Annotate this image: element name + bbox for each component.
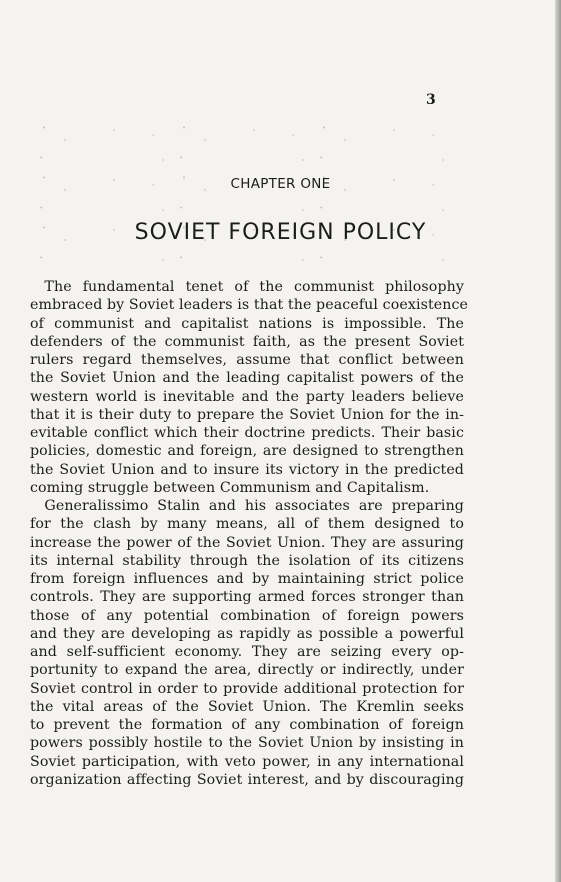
body-text [30, 278, 469, 789]
text-line: from foreign influences and by maintaining strict police [30, 571, 464, 587]
text-line: powers possibly hostile to the Soviet Union by insisting in [30, 735, 464, 752]
text-line: defenders of the communist faith, as the present Soviet [30, 333, 464, 350]
text-line: controls. They are supporting armed forces stronger than [30, 589, 464, 606]
text-line: portunity to expand the area, directly or indirectly, under [30, 662, 464, 679]
text-line: its internal stability through the isolation of its citizens [30, 552, 464, 569]
text-line: and they are developing as rapidly as possible a powerful [30, 625, 464, 642]
text-line: Soviet participation, with veto power, in any international [30, 753, 464, 770]
text-line: Soviet control in order to provide additional protection for [30, 680, 464, 697]
text-line: rulers regard themselves, assume that conflict between [30, 352, 464, 368]
text-line: to prevent the formation of any combination of foreign [30, 717, 464, 733]
text-line: evitable conflict which their doctrine predicts. Their basic [30, 425, 464, 441]
text-line: policies, domestic and foreign, are designed to strengthen [30, 443, 464, 460]
text-line: western world is inevitable and the party leaders believe [30, 388, 464, 405]
text-line: of communist and capitalist nations is impossible. The [30, 315, 464, 332]
text-line: The fundamental tenet of the communist philosophy [30, 279, 464, 295]
chapter-label: CHAPTER ONE [230, 176, 331, 192]
text-line: for the clash by many means, all of them designed to [30, 516, 464, 533]
text-line: increase the power of the Soviet Union. They are assuring [30, 534, 464, 551]
text-line: the vital areas of the Soviet Union. The Kremlin seeks [30, 698, 464, 715]
text-line: the Soviet Union and to insure its victory in the predicted [30, 461, 464, 478]
text-line: that it is their duty to prepare the Soviet Union for the in- [30, 406, 464, 423]
text-line: the Soviet Union and the leading capitalist powers of the [30, 370, 464, 387]
text-line: organization affecting Soviet interest, and by discouraging [30, 771, 464, 788]
chapter-title: SOVIET FOREIGN POLICY [134, 220, 427, 245]
paper-specks [30, 120, 450, 270]
text-line: Generalissimo Stalin and his associates are preparing [30, 498, 464, 514]
text-line: embraced by Soviet leaders is that the peaceful coexistence [30, 297, 469, 314]
text-line: those of any potential combination of foreign powers [30, 607, 464, 624]
page-number: 3 [426, 92, 436, 108]
page-edge [555, 0, 561, 882]
text-line: coming struggle between Communism and Capitalism. [30, 479, 430, 496]
text-line: and self-sufficient economy. They are seizing every op- [30, 644, 464, 660]
